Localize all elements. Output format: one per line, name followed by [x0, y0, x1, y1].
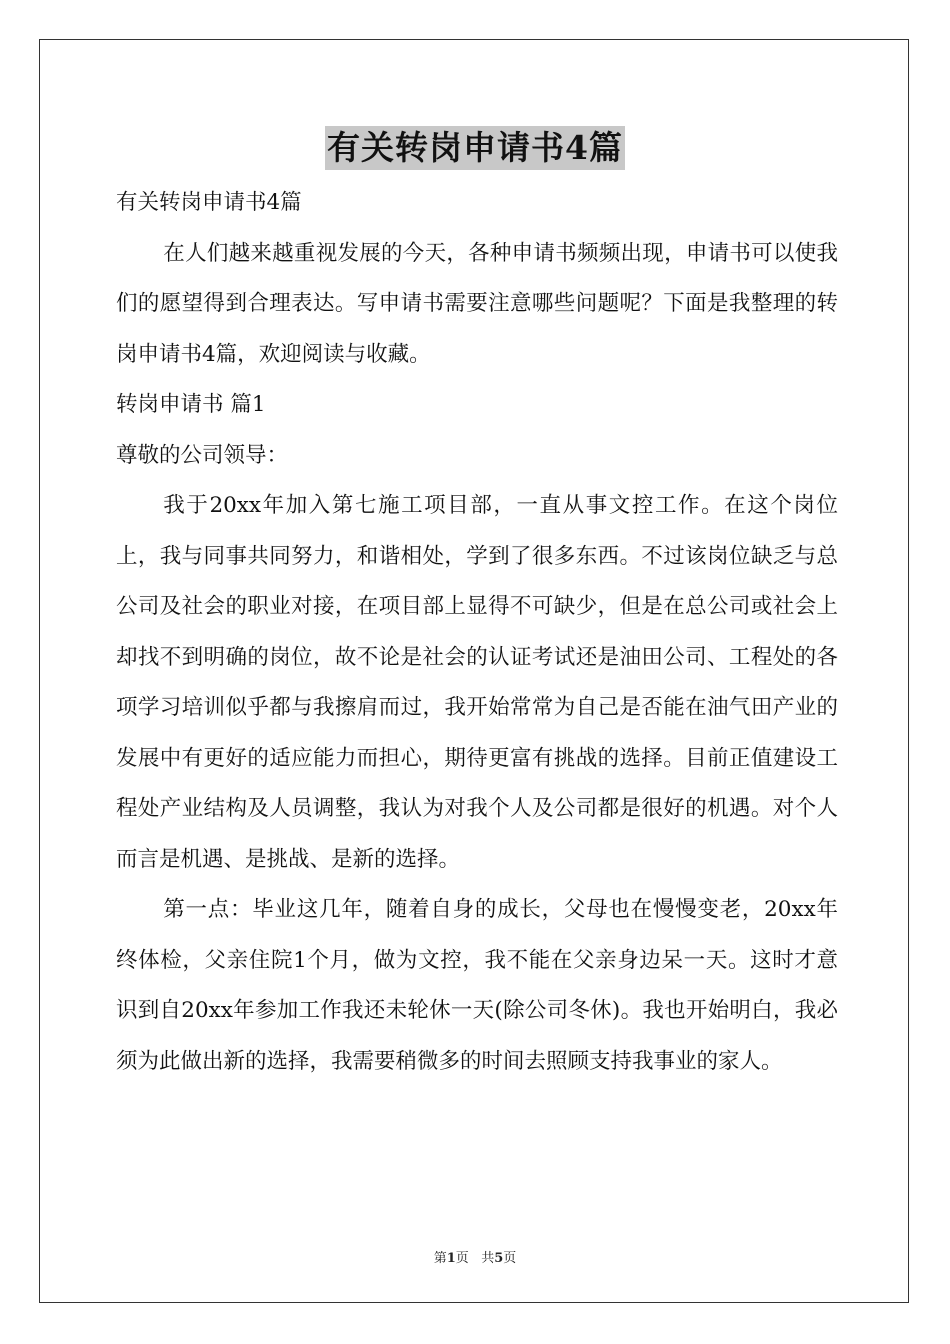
body-paragraph-1: 我于20xx年加入第七施工项目部，一直从事文控工作。在这个岗位上，我与同事共同努力，和谐相处，学到了很多东西。不过该岗位缺乏与总公司及社会的职业对接，在项目部上显得不可缺少，但是在总公司或社会上却找不到明确的岗位，故不论是社会的认证考试还是油田公司、工程处的各项学习培训似乎都与我擦肩而过，我开始常常为自己是否能在油气田产业的发展中有更好的适应能力而担心，期待更富有挑战的选择。目前正值建设工程处产业结构及人员调整，我认为对我个人及公司都是很好的机遇。对个人而言是机遇、是挑战、是新的选择。 — [116, 493, 838, 872]
total-suffix: 页 — [503, 1251, 517, 1266]
document-title: 有关转岗申请书4篇 — [325, 126, 625, 170]
document-body — [116, 178, 838, 1087]
page-prefix: 第 — [433, 1251, 447, 1266]
page-number-total: 5 — [494, 1251, 504, 1266]
intro-paragraph: 在人们越来越重视发展的今天，各种申请书频频出现，申请书可以使我们的愿望得到合理表达。写申请书需要注意哪些问题呢？下面是我整理的转岗申请书4篇，欢迎阅读与收藏。 — [116, 240, 838, 367]
body-paragraph-2: 第一点：毕业这几年，随着自身的成长，父母也在慢慢变老，20xx年终体检，父亲住院1个月，做为文控，我不能在父亲身边呆一天。这时才意识到自20xx年参加工作我还未轮休一天(除公司冬休)。我也开始明白，我必须为此做出新的选择，我需要稍微多的时间去照顾支持我事业的家人。 — [116, 897, 838, 1074]
section-heading: 转岗申请书 篇1 — [116, 392, 266, 417]
page-footer — [0, 1247, 950, 1266]
page-suffix: 页 — [455, 1251, 469, 1266]
document-subtitle: 有关转岗申请书4篇 — [116, 190, 302, 215]
total-prefix: 共 — [481, 1251, 495, 1266]
page-number-current: 1 — [446, 1251, 456, 1266]
salutation: 尊敬的公司领导： — [116, 442, 289, 468]
title-container — [0, 126, 950, 170]
